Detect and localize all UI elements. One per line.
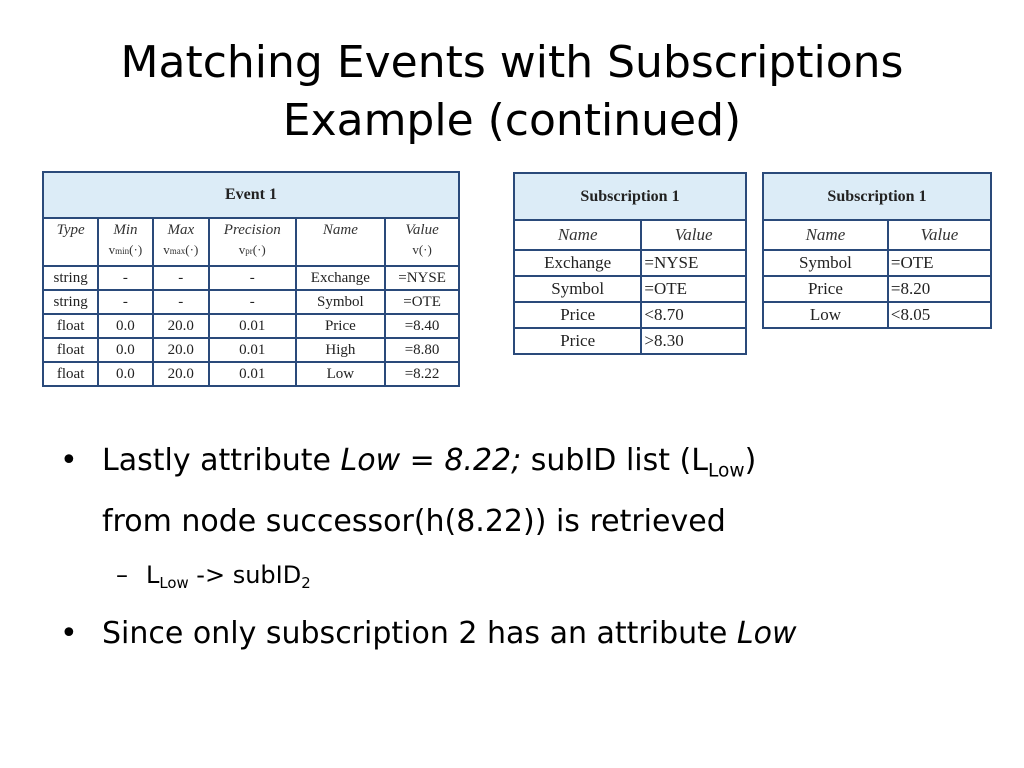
table-row [43,290,459,314]
cell-value: <8.05 [888,302,991,328]
cell-min: 0.0 [98,314,152,338]
cell-value: <8.70 [641,302,746,328]
cell-value: =OTE [888,250,991,276]
header-value: Value [888,220,991,250]
header-max-note [163,242,198,257]
sub-bullet-text-a: L [146,560,160,589]
bullet-item-2 [60,609,1000,659]
table-row [43,314,459,338]
table-row [763,302,991,328]
table-row [43,338,459,362]
subscription-table-a [513,172,747,355]
cell-min: 0.0 [98,362,152,386]
subscription-table-a-title: Subscription 1 [514,173,746,220]
header-min-note-arg: (·) [129,242,143,257]
cell-type: float [43,314,98,338]
header-type [43,218,98,266]
header-value-label: Value [405,222,439,238]
header-max-label: Max [167,222,195,238]
cell-precision: 0.01 [209,362,296,386]
cell-type: float [43,338,98,362]
header-value-note: v(·) [412,242,432,257]
bullet-2-italic: Low [736,615,797,651]
header-min-note-v: v [108,242,116,257]
header-max-note-sub: max [169,246,186,256]
header-min-note-sub: min [115,246,130,256]
cell-value: =OTE [385,290,459,314]
cell-name: Exchange [296,266,386,290]
sub-bullet-item [60,555,1000,603]
table-row [763,276,991,302]
cell-value: =NYSE [385,266,459,290]
bullet-list [60,436,1000,667]
bullet-1-italic: Low = 8.22; [340,443,522,478]
header-precision-note-v: v [238,242,246,257]
header-min-note [109,242,143,257]
cell-precision: - [209,266,296,290]
table-row [514,302,746,328]
cell-type: string [43,290,98,314]
cell-name: Low [763,302,888,328]
header-precision [209,218,296,266]
header-name: Name [514,220,641,250]
slide-title-line-1: Matching Events with Subscriptions [120,37,904,88]
table-row [514,276,746,302]
cell-name: Price [763,276,888,302]
table-row [514,328,746,354]
header-max [153,218,209,266]
cell-name: Price [514,328,641,354]
cell-value: >8.30 [641,328,746,354]
sub-bullet-subscript-2: 2 [301,573,311,592]
cell-value: =OTE [641,276,746,302]
event-table-title: Event 1 [43,172,459,218]
table-row [514,250,746,276]
header-precision-note-arg: (·) [252,242,266,257]
header-name [296,218,386,266]
bullet-1-text-a: Lastly attribute [102,443,341,478]
cell-value: =NYSE [641,250,746,276]
header-name-label: Name [322,222,358,238]
slide-title [0,34,1024,150]
cell-min: - [98,266,152,290]
bullet-2-text: Since only subscription 2 has an attribute [102,615,737,651]
bullet-1-text-b: subID list (L [521,443,708,478]
cell-name: Symbol [296,290,386,314]
bullet-dot: • [60,443,78,478]
cell-name: Symbol [514,276,641,302]
header-precision-label: Precision [223,222,281,238]
bullet-1-text-c: ) [744,443,757,478]
bullet-1-subscript: Low [707,460,745,482]
bullet-item-1 [60,436,1000,547]
cell-max: - [153,266,209,290]
subscription-table-b-header-row [763,220,991,250]
header-min [98,218,152,266]
event-table-header-row [43,218,459,266]
header-precision-note [239,242,266,257]
cell-precision: 0.01 [209,314,296,338]
header-precision-note-sub: pr [245,246,253,256]
cell-value: =8.20 [888,276,991,302]
cell-value: =8.80 [385,338,459,362]
subscription-table-b [762,172,992,329]
table-row [763,250,991,276]
cell-value: =8.22 [385,362,459,386]
cell-min: - [98,290,152,314]
cell-value: =8.40 [385,314,459,338]
header-name: Name [763,220,888,250]
cell-name: Exchange [514,250,641,276]
cell-min: 0.0 [98,338,152,362]
cell-max: 20.0 [153,314,209,338]
cell-name: Low [296,362,386,386]
bullet-dot: • [60,615,78,651]
cell-name: Symbol [763,250,888,276]
cell-type: string [43,266,98,290]
header-max-note-arg: (·) [185,242,199,257]
table-row [43,266,459,290]
header-min-label: Min [113,222,138,238]
cell-name: Price [296,314,386,338]
header-value [385,218,459,266]
header-type-label: Type [56,222,85,238]
slide-title-line-2: Example (continued) [282,95,742,146]
event-table [42,171,460,387]
cell-precision: - [209,290,296,314]
sub-bullet-text-b: -> subID [188,560,302,589]
subscription-table-a-header-row [514,220,746,250]
header-value: Value [641,220,746,250]
cell-max: 20.0 [153,338,209,362]
cell-name: Price [514,302,641,328]
header-max-note-v: v [163,242,170,257]
cell-precision: 0.01 [209,338,296,362]
cell-max: 20.0 [153,362,209,386]
sub-bullet-dash: – [116,560,128,589]
table-row [43,362,459,386]
subscription-table-b-title: Subscription 1 [763,173,991,220]
sub-bullet-subscript-1: Low [159,573,189,592]
cell-type: float [43,362,98,386]
cell-max: - [153,290,209,314]
bullet-1-line-2: from node successor(h(8.22)) is retrieved [102,503,726,539]
cell-name: High [296,338,386,362]
